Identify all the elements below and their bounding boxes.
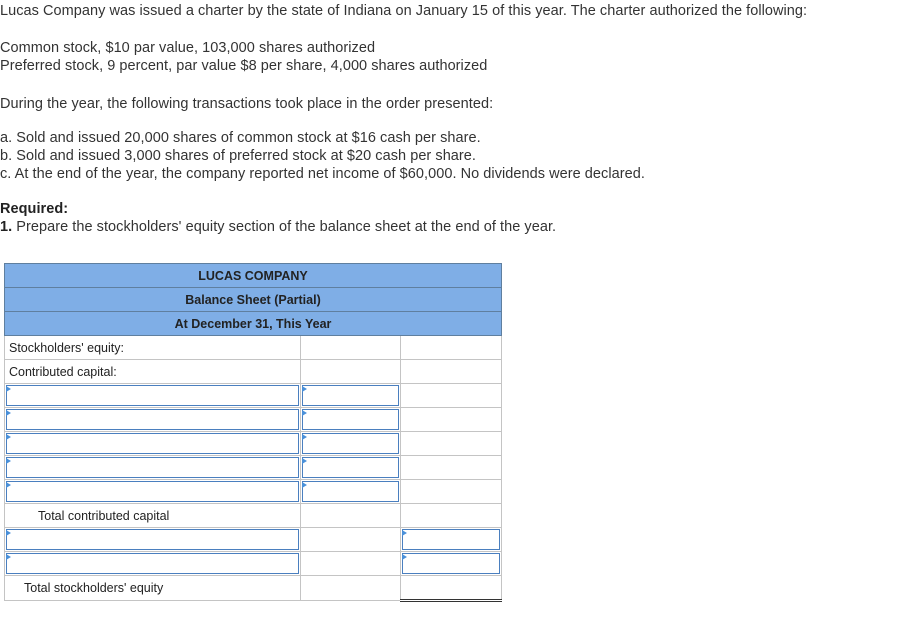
amount-input-3[interactable] xyxy=(301,432,401,456)
authorized-preferred-stock: Preferred stock, 9 percent, par value $8 per share, 4,000 shares authorized xyxy=(0,58,488,74)
table-row xyxy=(5,552,502,576)
amount-input-1[interactable] xyxy=(301,384,401,408)
dropdown-arrow-icon xyxy=(6,482,11,488)
company-name: LUCAS COMPANY xyxy=(5,264,502,288)
dropdown-arrow-icon xyxy=(6,386,11,392)
contributed-capital-label: Contributed capital: xyxy=(5,360,301,384)
account-dropdown-6[interactable] xyxy=(5,528,301,552)
account-dropdown-1[interactable] xyxy=(5,384,301,408)
empty-cell xyxy=(301,336,401,360)
empty-cell xyxy=(401,480,502,504)
empty-cell xyxy=(301,552,401,576)
empty-cell xyxy=(401,456,502,480)
amount-input-4[interactable] xyxy=(301,456,401,480)
table-row xyxy=(5,384,502,408)
empty-cell xyxy=(401,432,502,456)
table-row xyxy=(5,504,502,528)
account-dropdown-3[interactable] xyxy=(5,432,301,456)
statement-date: At December 31, This Year xyxy=(5,312,502,336)
transaction-a: a. Sold and issued 20,000 shares of common stock at $16 cash per share. xyxy=(0,130,481,146)
table-row xyxy=(5,336,502,360)
statement-title: Balance Sheet (Partial) xyxy=(5,288,502,312)
dropdown-arrow-icon xyxy=(6,530,11,536)
required-text: Prepare the stockholders' equity section of the balance sheet at the end of the year. xyxy=(12,219,557,235)
account-dropdown-7[interactable] xyxy=(5,552,301,576)
input-marker-icon xyxy=(402,554,407,560)
table-row xyxy=(5,528,502,552)
account-dropdown-2[interactable] xyxy=(5,408,301,432)
stockholders-equity-label: Stockholders' equity: xyxy=(5,336,301,360)
table-row xyxy=(5,576,502,601)
dropdown-arrow-icon xyxy=(6,434,11,440)
input-marker-icon xyxy=(302,458,307,464)
amount-input-5[interactable] xyxy=(301,480,401,504)
required-item-1 xyxy=(0,219,556,235)
header-row-date xyxy=(5,312,502,336)
amount-input-2[interactable] xyxy=(301,408,401,432)
transaction-c: c. At the end of the year, the company reported net income of $60,000. No dividends were declared. xyxy=(0,166,645,182)
empty-cell xyxy=(301,528,401,552)
table-row xyxy=(5,360,502,384)
dropdown-arrow-icon xyxy=(6,458,11,464)
transactions-intro: During the year, the following transactions took place in the order presented: xyxy=(0,96,494,112)
amount-input-6[interactable] xyxy=(401,528,502,552)
dropdown-arrow-icon xyxy=(6,554,11,560)
input-marker-icon xyxy=(402,530,407,536)
account-dropdown-5[interactable] xyxy=(5,480,301,504)
input-marker-icon xyxy=(302,482,307,488)
required-number: 1. xyxy=(0,219,13,235)
empty-cell xyxy=(401,504,502,528)
empty-cell xyxy=(401,360,502,384)
total-stockholders-equity-amount[interactable] xyxy=(401,576,502,601)
problem-intro: Lucas Company was issued a charter by the state of Indiana on January 15 of this year. The charter authorized the following: xyxy=(0,3,808,19)
empty-cell xyxy=(301,576,401,601)
total-contributed-capital-label: Total contributed capital xyxy=(5,504,301,528)
header-row-statement xyxy=(5,288,502,312)
required-heading: Required: xyxy=(0,201,69,217)
input-marker-icon xyxy=(302,410,307,416)
empty-cell xyxy=(401,336,502,360)
table-row xyxy=(5,456,502,480)
balance-sheet-table xyxy=(4,263,502,602)
table-row xyxy=(5,432,502,456)
table-row xyxy=(5,480,502,504)
empty-cell xyxy=(401,384,502,408)
table-row xyxy=(5,408,502,432)
transaction-b: b. Sold and issued 3,000 shares of preferred stock at $20 cash per share. xyxy=(0,148,476,164)
dropdown-arrow-icon xyxy=(6,410,11,416)
total-stockholders-equity-label: Total stockholders' equity xyxy=(5,576,301,601)
input-marker-icon xyxy=(302,434,307,440)
input-marker-icon xyxy=(302,386,307,392)
empty-cell xyxy=(301,504,401,528)
amount-input-7[interactable] xyxy=(401,552,502,576)
account-dropdown-4[interactable] xyxy=(5,456,301,480)
header-row-company xyxy=(5,264,502,288)
authorized-common-stock: Common stock, $10 par value, 103,000 shares authorized xyxy=(0,40,376,56)
empty-cell xyxy=(301,360,401,384)
empty-cell xyxy=(401,408,502,432)
